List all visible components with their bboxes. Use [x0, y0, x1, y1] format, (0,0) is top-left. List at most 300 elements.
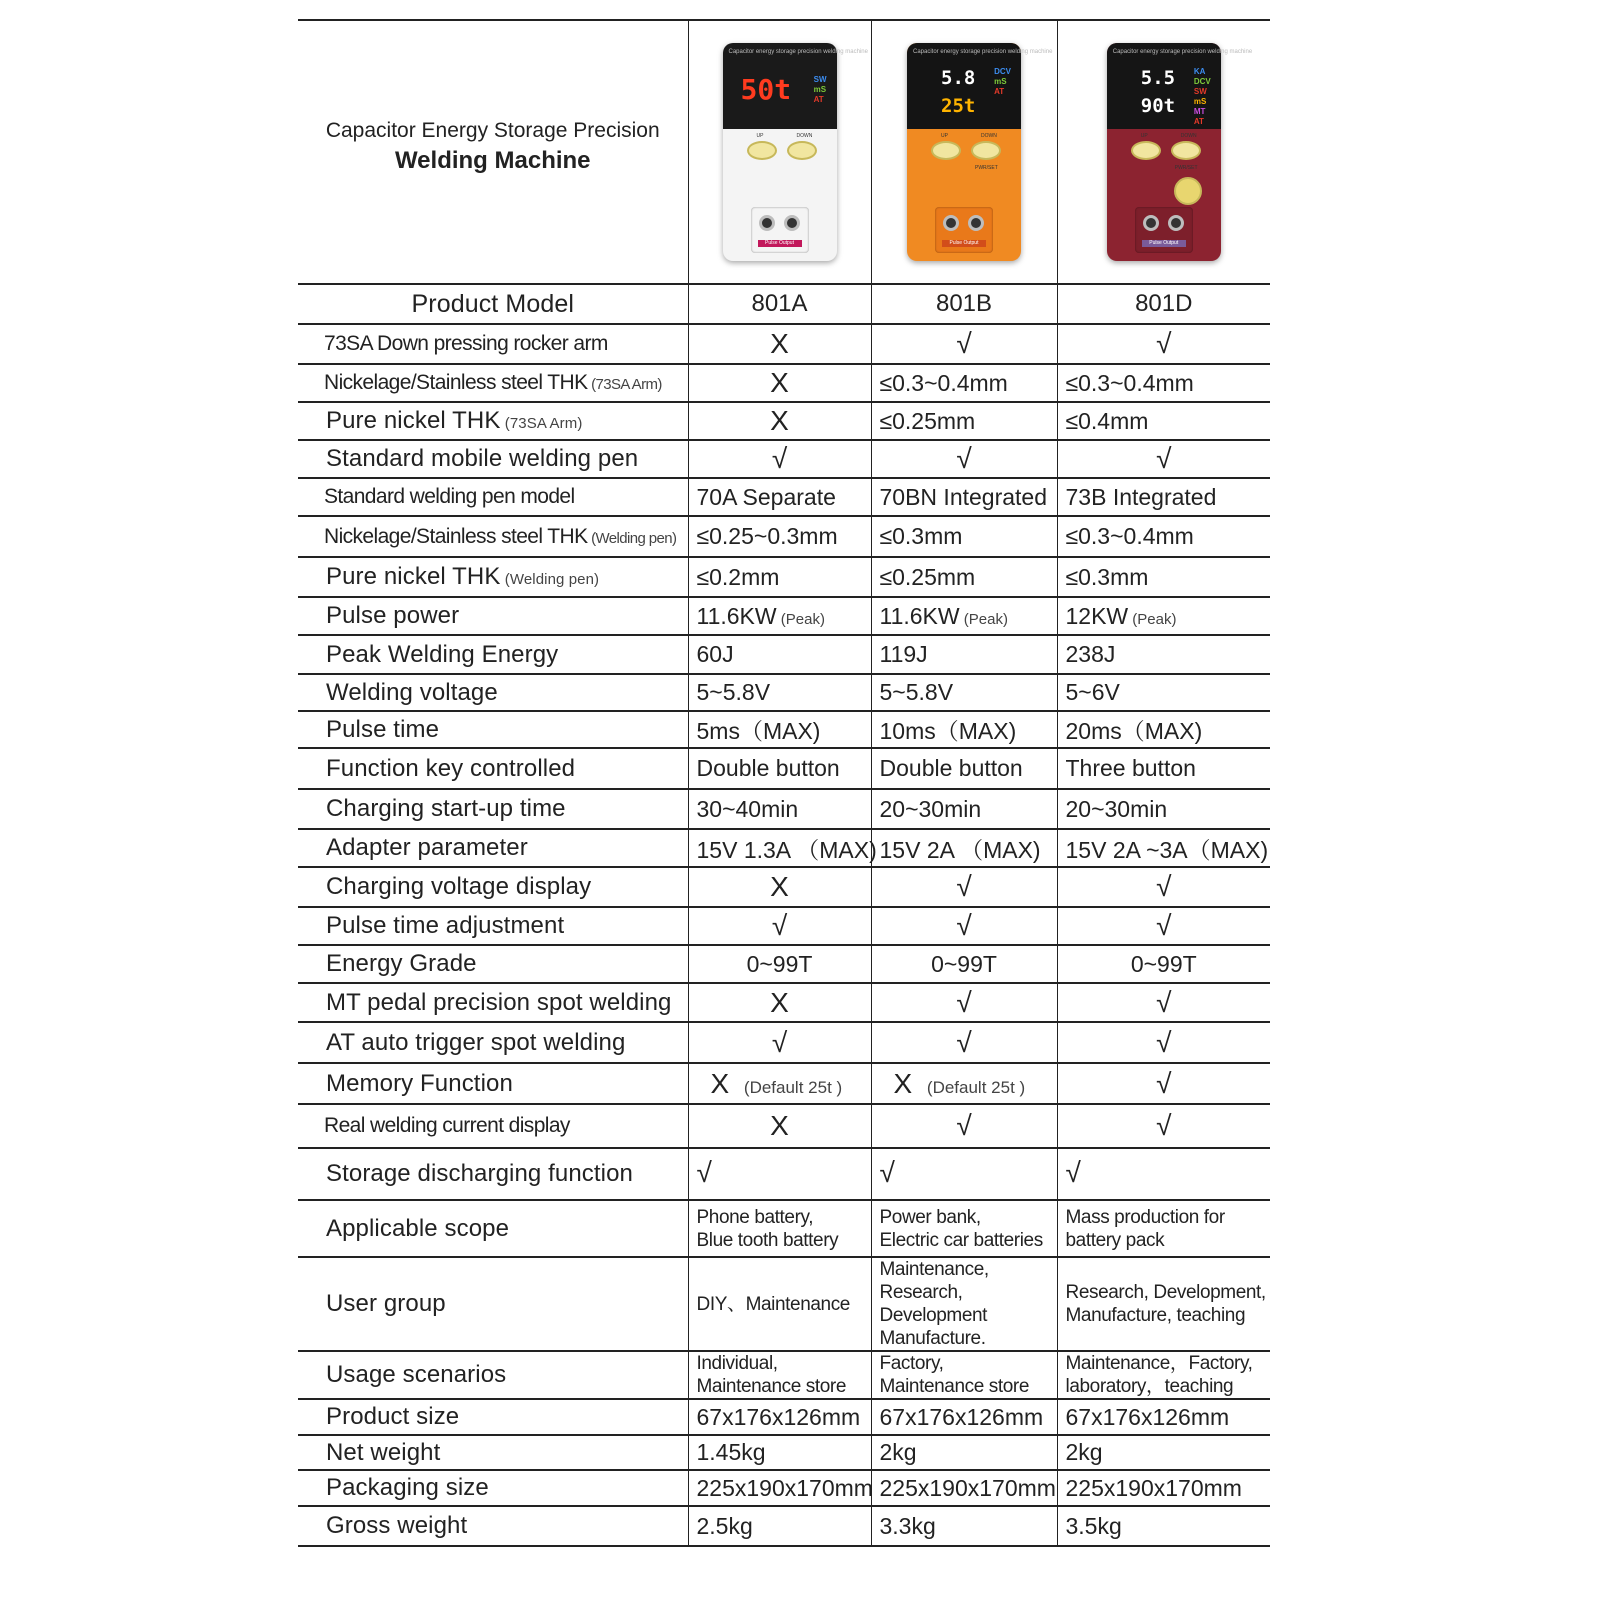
output-jack — [1168, 215, 1184, 231]
cell-note: (Default 25t ) — [922, 1077, 1026, 1097]
row-label — [298, 402, 688, 440]
cell-value — [871, 516, 1057, 557]
cell-text: 5~5.8V — [879, 679, 954, 705]
table-row — [298, 945, 1270, 983]
unit-label: AT — [813, 95, 824, 104]
cell-text: Electric car batteries — [879, 1229, 1043, 1251]
check-icon: √ — [1156, 443, 1172, 474]
cell-value — [871, 364, 1057, 402]
cell-value — [688, 1506, 871, 1546]
row-label-text: Usage scenarios — [326, 1361, 507, 1388]
model-name: 801B — [871, 284, 1057, 324]
cell-text: ≤0.3mm — [879, 523, 963, 549]
table-row — [298, 789, 1270, 829]
row-label — [298, 1257, 688, 1351]
table-row — [298, 402, 1270, 440]
check-icon: √ — [1156, 1067, 1172, 1099]
cell-value — [871, 1399, 1057, 1435]
cell-text: 5~6V — [1065, 679, 1120, 705]
cell-value — [688, 635, 871, 674]
cell-text: laboratory，teaching — [1065, 1376, 1234, 1397]
cell-text: 20~30min — [879, 795, 982, 822]
cell-text: 5~5.8V — [696, 679, 771, 705]
cell-text: Maintenance，Factory, — [1065, 1353, 1253, 1374]
cell-value — [688, 945, 871, 983]
cross-icon: X — [770, 405, 789, 436]
table-row — [298, 711, 1270, 748]
down-button[interactable] — [787, 141, 817, 160]
cell-value — [688, 867, 871, 907]
cell-text: Manufacture, teaching — [1065, 1305, 1246, 1326]
output-jack — [943, 215, 959, 231]
device-display — [1107, 43, 1253, 129]
table-row — [298, 1257, 1270, 1351]
row-label-text: Pure nickel THK — [326, 563, 501, 590]
row-label — [298, 1399, 688, 1435]
output-panel — [1135, 207, 1193, 253]
row-label — [298, 829, 688, 867]
cell-text: 70BN Integrated — [879, 483, 1048, 510]
table-row — [298, 1104, 1270, 1148]
check-icon: √ — [1156, 1110, 1172, 1141]
cell-value — [688, 1200, 871, 1257]
pulse-output-label: Pulse Output — [1142, 240, 1186, 247]
row-label-note: (Welding pen) — [500, 571, 600, 588]
cell-value — [1057, 478, 1270, 516]
output-panel — [751, 207, 809, 253]
unit-label: DCV — [1193, 77, 1211, 86]
cell-value — [1057, 402, 1270, 440]
cell-value — [1057, 1435, 1270, 1470]
row-label — [298, 478, 688, 516]
cell-value — [871, 1063, 1057, 1104]
row-label — [298, 1022, 688, 1063]
cell-value — [688, 711, 871, 748]
row-label — [298, 945, 688, 983]
down-button[interactable] — [1171, 141, 1201, 160]
down-button[interactable] — [971, 141, 1001, 160]
display-caption: Capacitor energy storage precision welding machine — [913, 49, 1053, 55]
cell-text: 70A Separate — [696, 483, 836, 510]
cell-text: ≤0.25mm — [879, 407, 976, 434]
table-row — [298, 364, 1270, 402]
cell-text: 3.5kg — [1065, 1512, 1122, 1539]
cell-value — [688, 1399, 871, 1435]
row-label-text: Packaging size — [326, 1474, 489, 1501]
cell-text: 30~40min — [696, 795, 799, 822]
cell-value — [871, 945, 1057, 983]
row-label — [298, 364, 688, 402]
check-icon: √ — [696, 1156, 712, 1188]
cell-text: ≤0.4mm — [1065, 407, 1149, 434]
check-icon: √ — [879, 1156, 895, 1188]
check-icon: √ — [956, 1026, 972, 1058]
cell-text: DIY、Maintenance — [696, 1293, 850, 1315]
cell-value — [871, 1104, 1057, 1148]
cell-value — [871, 1506, 1057, 1546]
cell-value — [871, 557, 1057, 597]
cell-value — [1057, 1399, 1270, 1435]
cell-text: Double button — [696, 755, 840, 781]
cell-value — [871, 1435, 1057, 1470]
cell-text: 0~99T — [746, 950, 813, 977]
cell-value — [1057, 1148, 1270, 1200]
cell-value — [688, 748, 871, 789]
row-label — [298, 867, 688, 907]
cell-value — [1057, 1470, 1270, 1506]
cell-value — [1057, 907, 1270, 945]
row-label-text: Pulse time — [326, 715, 440, 743]
row-label — [298, 748, 688, 789]
cell-value — [688, 983, 871, 1022]
cell-text: 11.6KW — [696, 602, 777, 629]
row-label-text: Pulse time adjustment — [326, 912, 565, 939]
row-label-text: Function key controlled — [326, 754, 576, 782]
model-name: 801D — [1057, 284, 1270, 324]
cell-value — [1057, 516, 1270, 557]
row-label — [298, 1435, 688, 1470]
row-label — [298, 516, 688, 557]
device-cell-801d — [1057, 20, 1270, 284]
table-row — [298, 597, 1270, 635]
cell-value — [688, 1063, 871, 1104]
check-icon: √ — [956, 1110, 972, 1141]
cell-text: 0~99T — [1130, 950, 1197, 977]
table-row — [298, 324, 1270, 364]
cell-text: 73B Integrated — [1065, 483, 1217, 510]
cell-value — [688, 1148, 871, 1200]
cell-text: 20ms（MAX) — [1065, 718, 1203, 744]
row-label — [298, 789, 688, 829]
cell-value — [688, 364, 871, 402]
cell-text: Maintenance store — [696, 1376, 847, 1397]
cell-value — [688, 789, 871, 829]
row-label — [298, 674, 688, 711]
row-label-text: Nickelage/Stainless steel THK — [324, 524, 588, 548]
cell-value — [871, 1022, 1057, 1063]
unit-label: SW — [813, 75, 827, 84]
row-label-text: Pulse power — [326, 602, 460, 629]
cell-text: Mass production for — [1065, 1206, 1225, 1228]
cell-text: 60J — [696, 641, 734, 667]
unit-label: mS — [994, 77, 1007, 86]
check-icon: √ — [956, 871, 972, 902]
cell-text: 12KW — [1065, 602, 1129, 629]
cell-text: Double button — [879, 755, 1023, 781]
cell-value — [1057, 674, 1270, 711]
cell-text: 2kg — [879, 1439, 917, 1465]
table-row — [298, 1148, 1270, 1200]
cell-text: 67x176x126mm — [1065, 1403, 1230, 1430]
cell-note: (Peak) — [959, 610, 1008, 628]
row-label — [298, 1104, 688, 1148]
cell-text: 119J — [879, 641, 928, 667]
device-cell-801b — [871, 20, 1057, 284]
table-row — [298, 1506, 1270, 1546]
cell-text: 5ms（MAX) — [696, 718, 821, 744]
cell-text: 15V 2A ~3A（MAX) — [1065, 836, 1269, 863]
table-row — [298, 516, 1270, 557]
row-label — [298, 1148, 688, 1200]
set-label: PWR/SET — [1174, 165, 1198, 171]
display-value: 50t — [740, 73, 792, 106]
cell-text: ≤0.3mm — [1065, 563, 1149, 590]
cell-text: 225x190x170mm — [696, 1474, 873, 1501]
table-row — [298, 867, 1270, 907]
cell-value — [688, 440, 871, 478]
welder-device-image — [723, 43, 868, 261]
cell-value — [1057, 711, 1270, 748]
row-label-text: 73SA Down pressing rocker arm — [324, 332, 608, 355]
row-label-text: Pure nickel THK — [326, 407, 501, 434]
row-label — [298, 597, 688, 635]
display-caption: Capacitor energy storage precision welding machine — [1112, 49, 1253, 55]
row-label — [298, 1063, 688, 1104]
display-units — [1194, 67, 1211, 127]
row-label-text: Adapter parameter — [326, 834, 528, 861]
row-label — [298, 1351, 688, 1399]
cell-value — [688, 557, 871, 597]
check-icon: √ — [771, 910, 788, 941]
cell-value — [688, 1022, 871, 1063]
welder-device-image — [907, 43, 1053, 261]
cell-text: 2kg — [1065, 1439, 1103, 1465]
row-label: Product Model — [298, 284, 688, 324]
table-row — [298, 557, 1270, 597]
table-row — [298, 983, 1270, 1022]
cell-value — [1057, 324, 1270, 364]
set-button[interactable] — [1174, 177, 1202, 205]
up-label: UP — [756, 133, 764, 139]
cell-text: 11.6KW — [879, 602, 960, 629]
row-label — [298, 711, 688, 748]
cell-value — [688, 907, 871, 945]
comparison-sheet — [298, 19, 1270, 1547]
output-jack — [1143, 215, 1159, 231]
cell-value — [1057, 635, 1270, 674]
check-icon: √ — [956, 986, 972, 1018]
cell-text: Blue tooth battery — [696, 1229, 839, 1251]
cell-text: Three button — [1065, 755, 1196, 781]
unit-label: MT — [1193, 107, 1206, 116]
row-label-note: (Welding pen) — [587, 529, 677, 547]
cell-value — [871, 829, 1057, 867]
cell-value — [1057, 364, 1270, 402]
table-row — [298, 1399, 1270, 1435]
cell-text: Phone battery, — [696, 1206, 814, 1228]
row-label-text: Memory Function — [326, 1069, 513, 1097]
row-label-text: Storage discharging function — [326, 1160, 633, 1187]
cell-text: 15V 1.3A （MAX) — [696, 836, 877, 863]
cell-value — [688, 402, 871, 440]
cell-value — [1057, 1257, 1270, 1351]
cell-value — [871, 1200, 1057, 1257]
cell-value — [688, 1104, 871, 1148]
cell-text: Manufacture. — [879, 1328, 986, 1349]
cell-value — [1057, 789, 1270, 829]
row-label-note: (73SA Arm) — [500, 415, 583, 432]
cell-value — [871, 907, 1057, 945]
cell-value — [1057, 1506, 1270, 1546]
cell-text: 20~30min — [1065, 795, 1168, 822]
spec-table — [298, 19, 1270, 1547]
check-icon: √ — [956, 328, 972, 359]
cell-text: Maintenance, Research, — [879, 1259, 989, 1303]
table-row — [298, 829, 1270, 867]
cross-icon: X — [770, 871, 789, 902]
cell-value — [1057, 440, 1270, 478]
row-label-text: Applicable scope — [326, 1214, 510, 1242]
cell-text: 67x176x126mm — [879, 1403, 1044, 1430]
cell-value — [1057, 597, 1270, 635]
cell-text: 238J — [1065, 641, 1116, 667]
cell-value — [871, 324, 1057, 364]
unit-label: KA — [1193, 67, 1206, 76]
cell-value — [871, 867, 1057, 907]
display-top-value: 5.8 — [941, 67, 976, 89]
cell-value — [1057, 557, 1270, 597]
row-label-text: Charging voltage display — [326, 873, 592, 900]
cell-value — [1057, 945, 1270, 983]
cell-value — [1057, 1104, 1270, 1148]
row-label-text: Standard mobile welding pen — [326, 445, 639, 472]
cell-value — [688, 324, 871, 364]
device-display — [907, 43, 1053, 129]
cell-note: (Peak) — [1128, 610, 1177, 628]
table-row — [298, 1200, 1270, 1257]
up-button[interactable] — [931, 141, 961, 160]
check-icon: √ — [771, 1026, 788, 1058]
cell-text: ≤0.25~0.3mm — [696, 523, 838, 549]
table-row — [298, 635, 1270, 674]
title-line-1: Capacitor Energy Storage Precision — [325, 119, 660, 142]
cell-value — [1057, 1022, 1270, 1063]
cell-text: Development — [879, 1305, 988, 1326]
row-label — [298, 1506, 688, 1546]
display-caption: Capacitor energy storage precision welding machine — [728, 49, 868, 55]
cell-value — [1057, 829, 1270, 867]
table-row — [298, 1435, 1270, 1470]
check-icon: √ — [956, 910, 972, 941]
cell-text: Power bank, — [879, 1206, 981, 1228]
title-cell — [298, 20, 688, 284]
pulse-output-label: Pulse Output — [758, 240, 802, 247]
row-label-text: Real welding current display — [324, 1114, 570, 1137]
check-icon: √ — [1156, 328, 1172, 359]
cell-value — [688, 478, 871, 516]
cell-value — [1057, 1200, 1270, 1257]
cell-note: (Default 25t ) — [739, 1077, 843, 1097]
device-display — [723, 43, 868, 129]
table-row — [298, 478, 1270, 516]
row-label-text: Product size — [326, 1403, 460, 1430]
cell-value — [871, 789, 1057, 829]
table-row — [298, 1351, 1270, 1399]
cell-value — [688, 597, 871, 635]
up-button[interactable] — [1131, 141, 1161, 160]
table-row — [298, 674, 1270, 711]
cell-value — [1057, 748, 1270, 789]
output-jack — [968, 215, 984, 231]
cell-text: 225x190x170mm — [879, 1474, 1056, 1501]
check-icon: √ — [771, 443, 788, 474]
down-label: DOWN — [796, 133, 813, 139]
cell-value — [871, 674, 1057, 711]
cell-value — [688, 1435, 871, 1470]
row-label-text: User group — [326, 1290, 446, 1317]
row-label-text: AT auto trigger spot welding — [326, 1028, 626, 1056]
cell-text: Factory, — [879, 1353, 944, 1374]
cell-text: 225x190x170mm — [1065, 1474, 1242, 1501]
check-icon: √ — [1156, 986, 1172, 1018]
cell-value — [688, 1470, 871, 1506]
cell-value — [871, 635, 1057, 674]
cell-text: Maintenance store — [879, 1376, 1030, 1397]
check-icon: √ — [1156, 871, 1172, 902]
row-label-text: Energy Grade — [326, 950, 477, 977]
row-label-text: Welding voltage — [326, 678, 498, 706]
row-label — [298, 324, 688, 364]
table-row — [298, 1470, 1270, 1506]
table-row — [298, 440, 1270, 478]
set-label: PWR/SET — [975, 165, 998, 171]
cell-text: 1.45kg — [696, 1439, 766, 1465]
cell-value — [688, 1257, 871, 1351]
unit-label: mS — [1193, 97, 1207, 106]
cross-icon: X — [770, 1110, 789, 1141]
cell-value — [871, 711, 1057, 748]
table-row — [298, 748, 1270, 789]
table-row — [298, 1022, 1270, 1063]
row-label — [298, 440, 688, 478]
cell-value — [871, 597, 1057, 635]
up-label: UP — [1140, 133, 1148, 139]
model-row — [298, 284, 1270, 324]
device-cell-801a — [688, 20, 871, 284]
row-label — [298, 1200, 688, 1257]
unit-label: SW — [1193, 87, 1207, 96]
cell-text: Research, Development, — [1065, 1282, 1266, 1303]
check-icon: √ — [1065, 1156, 1081, 1188]
cell-text: 15V 2A （MAX) — [879, 836, 1041, 863]
unit-label: DCV — [994, 67, 1011, 76]
cell-text: 0~99T — [931, 950, 997, 977]
unit-label: AT — [994, 87, 1005, 96]
check-icon: √ — [1156, 1026, 1172, 1058]
display-bottom-value: 90t — [1140, 95, 1176, 117]
header-row — [298, 20, 1270, 284]
cell-text: ≤0.3~0.4mm — [879, 369, 1008, 396]
cell-text: Individual, — [696, 1353, 778, 1374]
row-label-text: Standard welding pen model — [324, 485, 575, 508]
row-label-text: Gross weight — [326, 1512, 468, 1539]
cell-text: 2.5kg — [696, 1512, 753, 1539]
cell-note: (Peak) — [776, 610, 825, 628]
cell-value — [871, 1351, 1057, 1399]
row-label-text: MT pedal precision spot welding — [326, 988, 672, 1016]
up-button[interactable] — [747, 141, 777, 160]
row-label-text: Nickelage/Stainless steel THK — [324, 371, 588, 394]
row-label-text: Net weight — [326, 1438, 441, 1466]
row-label — [298, 983, 688, 1022]
cross-icon: X — [710, 1067, 730, 1099]
cell-text: ≤0.3~0.4mm — [1065, 369, 1194, 396]
welder-device-image — [1107, 43, 1253, 261]
cell-text: 3.3kg — [879, 1512, 936, 1539]
table-row — [298, 907, 1270, 945]
cell-value — [871, 1257, 1057, 1351]
model-name: 801A — [688, 284, 871, 324]
